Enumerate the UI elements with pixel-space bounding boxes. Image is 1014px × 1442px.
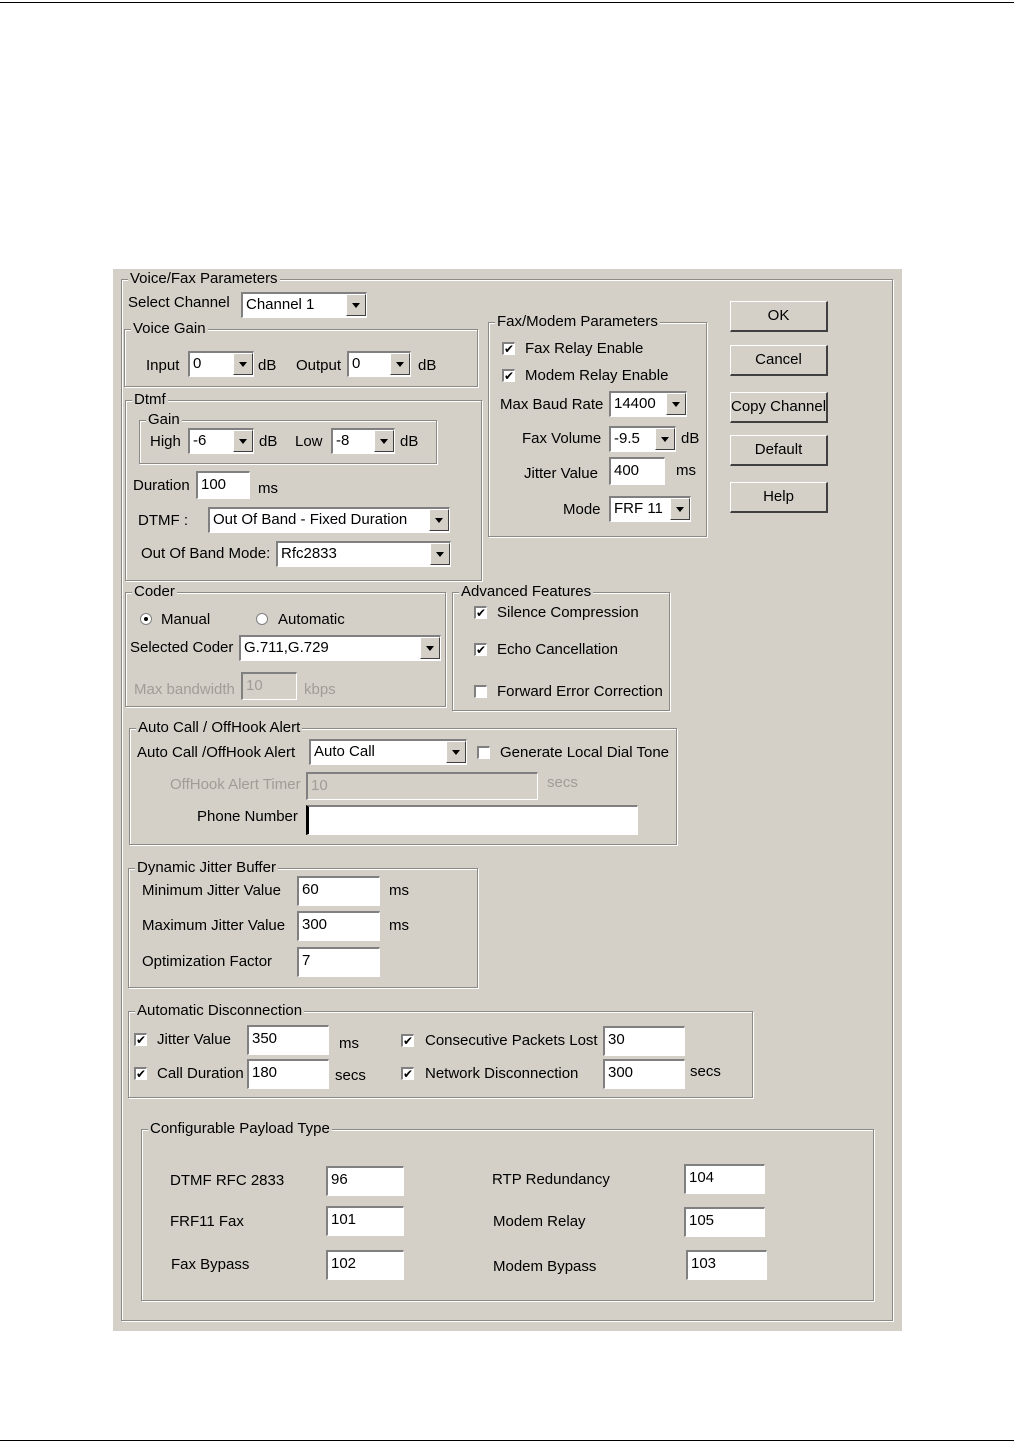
chevron-down-icon[interactable] bbox=[233, 353, 253, 375]
dtmf-low-unit: dB bbox=[400, 433, 419, 450]
input-gain-value: 0 bbox=[193, 355, 202, 372]
fax-jitter-unit: ms bbox=[676, 462, 696, 479]
auto-call-title: Auto Call / OffHook Alert bbox=[138, 719, 301, 736]
dtmf-low-label: Low bbox=[295, 433, 323, 450]
fax-modem-title: Fax/Modem Parameters bbox=[497, 313, 658, 330]
automatic-label: Automatic bbox=[278, 611, 345, 628]
network-disc-label: Network Disconnection bbox=[425, 1065, 579, 1082]
min-jitter-label: Minimum Jitter Value bbox=[142, 882, 281, 899]
silence-compression-label: Silence Compression bbox=[497, 604, 639, 621]
chevron-down-icon[interactable] bbox=[446, 741, 466, 763]
dtmf-mode-select[interactable] bbox=[208, 507, 450, 533]
dtmf-group-title: Dtmf bbox=[134, 391, 166, 408]
channel-select[interactable] bbox=[241, 292, 367, 318]
chevron-down-icon[interactable] bbox=[233, 430, 253, 452]
dtmf-low-value: -8 bbox=[336, 432, 350, 449]
chevron-down-icon[interactable] bbox=[374, 430, 394, 452]
voice-fax-dialog bbox=[113, 269, 902, 1331]
dtmf-gain-title: Gain bbox=[148, 411, 180, 428]
selected-coder-value: G.711,G.729 bbox=[244, 639, 329, 656]
offhook-timer-label: OffHook Alert Timer bbox=[170, 776, 301, 793]
disc-duration-checkbox[interactable]: ✔ bbox=[136, 1067, 147, 1081]
dtmf-duration-input[interactable]: 100 bbox=[196, 471, 250, 499]
network-disc-checkbox[interactable]: ✔ bbox=[403, 1067, 414, 1081]
disc-jitter-label: Jitter Value bbox=[157, 1031, 231, 1048]
selected-coder-select[interactable] bbox=[239, 635, 441, 661]
cancel-button[interactable]: Cancel bbox=[730, 345, 828, 376]
dtmf-duration-label: Duration bbox=[133, 477, 190, 494]
dtmf-rfc-input[interactable]: 96 bbox=[326, 1166, 404, 1196]
fax-volume-select[interactable] bbox=[609, 426, 676, 452]
max-bandwidth-label: Max bandwidth bbox=[134, 681, 235, 698]
modem-relay-pt-label: Modem Relay bbox=[493, 1213, 586, 1230]
disc-jitter-input[interactable]: 350 bbox=[247, 1025, 329, 1055]
disc-duration-input[interactable]: 180 bbox=[247, 1059, 329, 1089]
offhook-timer-unit: secs bbox=[547, 774, 578, 791]
modem-bypass-input[interactable]: 103 bbox=[686, 1250, 767, 1280]
max-jitter-label: Maximum Jitter Value bbox=[142, 917, 286, 934]
fax-mode-value: FRF 11 bbox=[614, 500, 663, 517]
rtp-redundancy-label: RTP Redundancy bbox=[492, 1171, 610, 1188]
rtp-redundancy-input[interactable]: 104 bbox=[684, 1164, 765, 1194]
chevron-down-icon[interactable] bbox=[420, 637, 440, 659]
optimization-input[interactable]: 7 bbox=[297, 947, 380, 977]
max-baud-value: 14400 bbox=[614, 395, 656, 412]
select-channel-label: Select Channel bbox=[128, 294, 230, 311]
chevron-down-icon[interactable] bbox=[430, 543, 450, 565]
chevron-down-icon[interactable] bbox=[429, 509, 449, 531]
output-gain-label: Output bbox=[296, 357, 342, 374]
dtmf-high-label: High bbox=[150, 433, 181, 450]
default-button[interactable]: Default bbox=[730, 435, 828, 466]
dtmf-high-unit: dB bbox=[259, 433, 278, 450]
disc-duration-unit: secs bbox=[335, 1067, 366, 1084]
max-bandwidth-input: 10 bbox=[241, 672, 297, 700]
chevron-down-icon[interactable] bbox=[670, 498, 690, 520]
chevron-down-icon[interactable] bbox=[346, 294, 366, 316]
modem-relay-label: Modem Relay Enable bbox=[525, 367, 669, 384]
help-button[interactable]: Help bbox=[730, 482, 828, 513]
fax-relay-checkbox[interactable]: ✔ bbox=[504, 342, 515, 356]
fax-bypass-label: Fax Bypass bbox=[171, 1256, 250, 1273]
input-gain-unit: dB bbox=[258, 357, 277, 374]
modem-relay-checkbox[interactable]: ✔ bbox=[504, 369, 515, 383]
chevron-down-icon[interactable] bbox=[390, 353, 410, 375]
dtmf-low-select[interactable] bbox=[331, 428, 395, 454]
network-disc-unit: secs bbox=[690, 1063, 721, 1080]
max-bandwidth-unit: kbps bbox=[304, 681, 336, 698]
fax-volume-value: -9.5 bbox=[614, 430, 640, 447]
chevron-down-icon[interactable] bbox=[666, 393, 686, 415]
input-gain-select[interactable] bbox=[188, 351, 254, 377]
oob-mode-select[interactable] bbox=[276, 541, 451, 567]
dtmf-duration-unit: ms bbox=[258, 480, 278, 497]
frf11-label: FRF11 Fax bbox=[170, 1213, 244, 1230]
auto-call-mode-label: Auto Call /OffHook Alert bbox=[137, 744, 296, 761]
dtmf-rfc-label: DTMF RFC 2833 bbox=[170, 1172, 285, 1189]
output-gain-select[interactable] bbox=[347, 351, 411, 377]
fax-jitter-input[interactable]: 400 bbox=[609, 457, 665, 485]
selected-coder-label: Selected Coder bbox=[130, 639, 234, 656]
advanced-title: Advanced Features bbox=[461, 583, 592, 600]
auto-call-mode-value: Auto Call bbox=[314, 743, 375, 760]
jitter-buffer-title: Dynamic Jitter Buffer bbox=[137, 859, 276, 876]
offhook-timer-input: 10 bbox=[306, 772, 538, 800]
manual-label: Manual bbox=[161, 611, 211, 628]
disc-jitter-unit: ms bbox=[339, 1035, 359, 1052]
payload-title: Configurable Payload Type bbox=[150, 1120, 330, 1137]
echo-cancellation-label: Echo Cancellation bbox=[497, 641, 618, 658]
ok-button[interactable]: OK bbox=[730, 301, 828, 332]
dtmf-high-value: -6 bbox=[193, 432, 207, 449]
voice-fax-group-title: Voice/Fax Parameters bbox=[130, 270, 278, 287]
min-jitter-unit: ms bbox=[389, 882, 409, 899]
channel-select-value: Channel 1 bbox=[246, 296, 315, 313]
fax-mode-select[interactable] bbox=[609, 496, 691, 522]
fax-bypass-input[interactable]: 102 bbox=[326, 1250, 404, 1280]
max-baud-select[interactable] bbox=[609, 391, 687, 417]
dial-tone-label: Generate Local Dial Tone bbox=[500, 744, 669, 761]
input-gain-label: Input bbox=[146, 357, 180, 374]
top-rule bbox=[0, 2, 1014, 3]
dtmf-mode-label: DTMF : bbox=[138, 512, 188, 529]
oob-mode-label: Out Of Band Mode: bbox=[141, 545, 271, 562]
chevron-down-icon[interactable] bbox=[655, 428, 675, 450]
auto-disconnect-title: Automatic Disconnection bbox=[137, 1002, 303, 1019]
output-gain-unit: dB bbox=[418, 357, 437, 374]
dial-tone-checkbox[interactable] bbox=[477, 746, 490, 759]
fax-volume-unit: dB bbox=[681, 430, 700, 447]
optimization-label: Optimization Factor bbox=[142, 953, 273, 970]
automatic-radio[interactable] bbox=[256, 613, 268, 625]
fax-mode-label: Mode bbox=[563, 501, 601, 518]
network-disc-input[interactable]: 300 bbox=[603, 1059, 685, 1089]
max-baud-label: Max Baud Rate bbox=[500, 396, 604, 413]
fec-label: Forward Error Correction bbox=[497, 683, 663, 700]
output-gain-value: 0 bbox=[352, 355, 361, 372]
voice-gain-title: Voice Gain bbox=[133, 320, 206, 337]
max-jitter-input[interactable]: 300 bbox=[297, 911, 380, 941]
bottom-rule bbox=[0, 1440, 1014, 1441]
coder-title: Coder bbox=[134, 583, 175, 600]
auto-call-mode-select[interactable] bbox=[309, 739, 467, 765]
packets-lost-label: Consecutive Packets Lost bbox=[425, 1032, 598, 1049]
modem-relay-pt-input[interactable]: 105 bbox=[684, 1207, 765, 1237]
dtmf-mode-value: Out Of Band - Fixed Duration bbox=[213, 511, 408, 528]
max-jitter-unit: ms bbox=[389, 917, 409, 934]
fax-volume-label: Fax Volume bbox=[522, 430, 602, 447]
echo-cancellation-checkbox[interactable]: ✔ bbox=[476, 643, 487, 657]
oob-mode-value: Rfc2833 bbox=[281, 545, 337, 562]
phone-number-input[interactable] bbox=[306, 805, 638, 835]
phone-number-label: Phone Number bbox=[197, 808, 298, 825]
frf11-input[interactable]: 101 bbox=[326, 1206, 404, 1236]
fax-relay-label: Fax Relay Enable bbox=[525, 340, 644, 357]
fax-jitter-label: Jitter Value bbox=[524, 465, 598, 482]
manual-radio[interactable] bbox=[140, 613, 152, 625]
modem-bypass-label: Modem Bypass bbox=[493, 1258, 597, 1275]
copy-channel-button[interactable]: Copy Channel bbox=[730, 392, 828, 423]
dtmf-high-select[interactable] bbox=[188, 428, 254, 454]
fec-checkbox[interactable] bbox=[474, 685, 487, 698]
packets-lost-input[interactable]: 30 bbox=[603, 1026, 685, 1056]
disc-duration-label: Call Duration bbox=[157, 1065, 244, 1082]
packets-lost-checkbox[interactable]: ✔ bbox=[403, 1034, 414, 1048]
min-jitter-input[interactable]: 60 bbox=[297, 876, 380, 906]
silence-compression-checkbox[interactable]: ✔ bbox=[476, 606, 487, 620]
disc-jitter-checkbox[interactable]: ✔ bbox=[136, 1033, 147, 1047]
